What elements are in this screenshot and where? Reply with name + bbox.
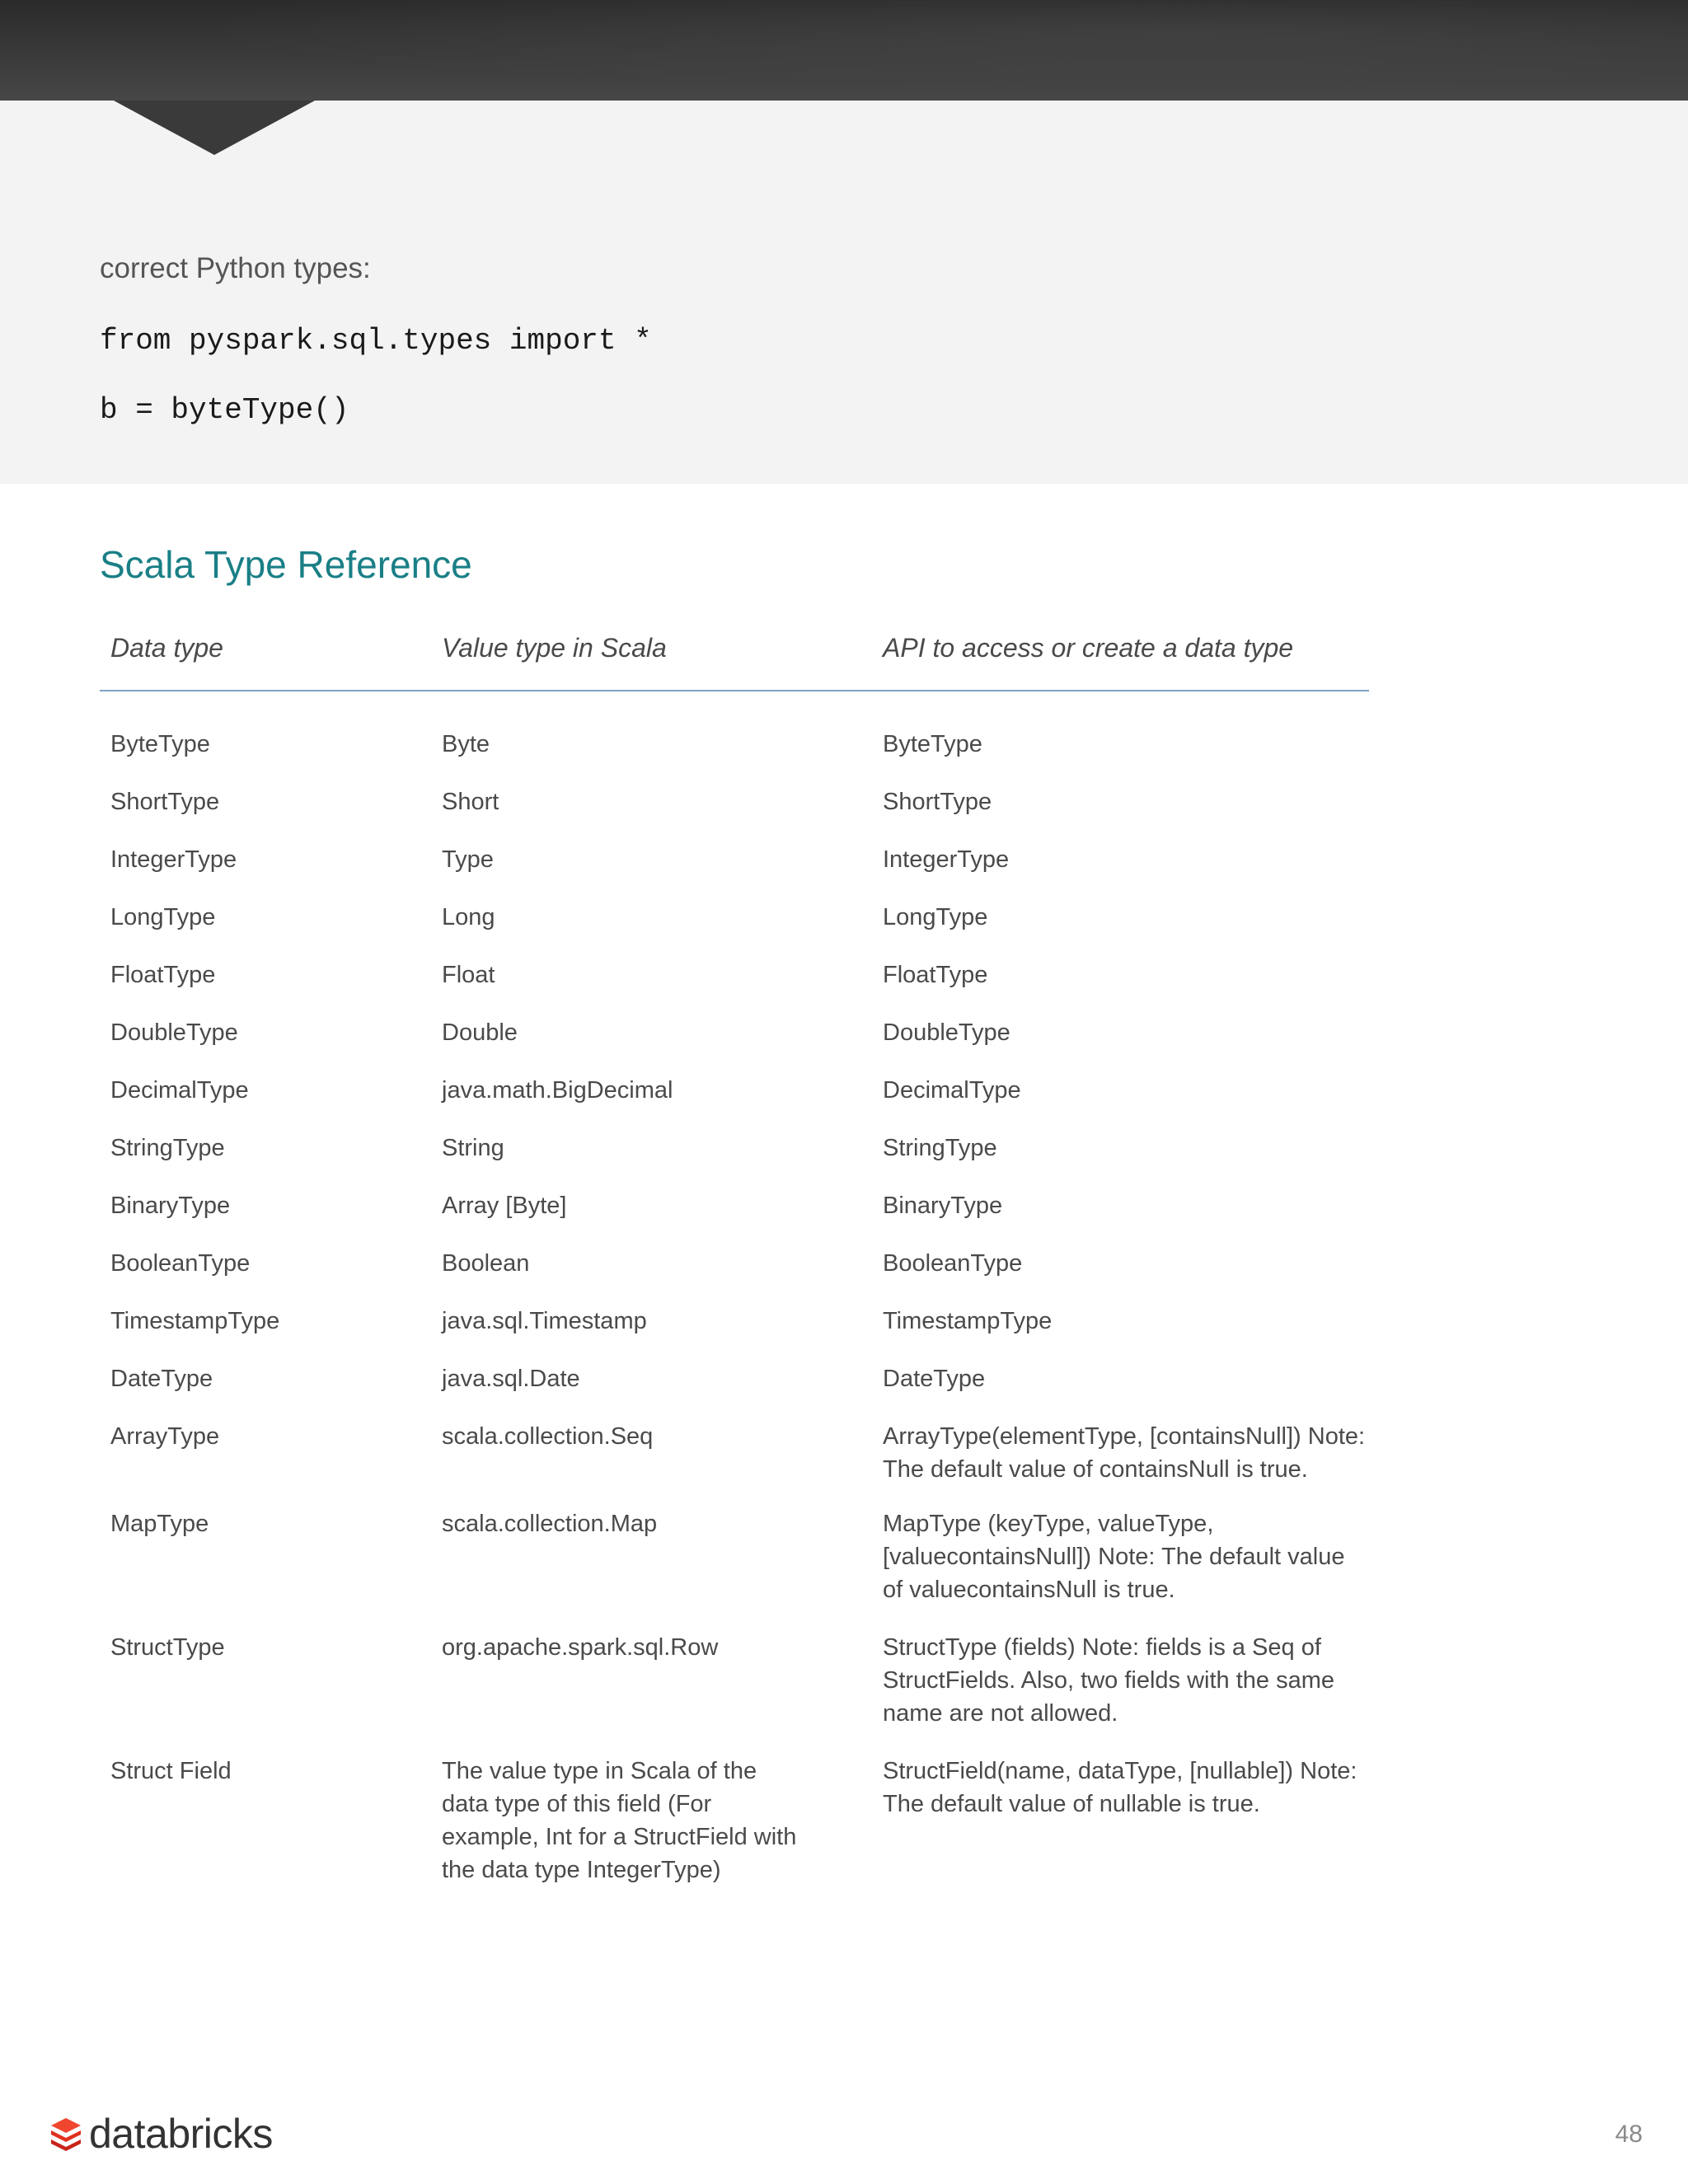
code-line-import: from pyspark.sql.types import * [100, 324, 652, 358]
cell-data-type: BinaryType [110, 1193, 231, 1219]
cell-data-type: ArrayType [110, 1423, 220, 1450]
cell-data-type: StructType [110, 1634, 225, 1661]
cell-value-type: Short [442, 789, 499, 815]
table-row [100, 1755, 1369, 1886]
cell-api: LongType [883, 904, 988, 930]
header-api: API to access or create a data type [883, 633, 1294, 663]
table-body [100, 691, 1369, 1886]
table-row [100, 1016, 1369, 1074]
cell-value-type: String [442, 1135, 504, 1161]
logo-wordmark: databricks [89, 2111, 273, 2157]
cell-api: MapType (keyType, valueType, [valuecontainsNull]) Note: The default value of valuecontainsNull is true. [883, 1511, 1345, 1603]
code-line-assign: b = byteType() [100, 393, 349, 427]
cell-api: DecimalType [883, 1077, 1021, 1104]
cell-data-type: FloatType [110, 962, 216, 988]
cell-value-type: Array [Byte] [442, 1193, 567, 1219]
cell-api: ShortType [883, 789, 992, 815]
cell-data-type: Struct Field [110, 1758, 232, 1784]
cell-api: ByteType [883, 731, 982, 757]
cell-data-type: ShortType [110, 789, 220, 815]
table-row [100, 1507, 1369, 1631]
table-row [100, 1132, 1369, 1189]
header-notch [114, 101, 315, 155]
cell-value-type: java.math.BigDecimal [442, 1077, 673, 1104]
cell-value-type: Double [442, 1019, 518, 1046]
table-row [100, 843, 1369, 901]
cell-data-type: StringType [110, 1135, 225, 1161]
table-row [100, 1247, 1369, 1305]
header-value-type: Value type in Scala [442, 633, 667, 663]
cell-data-type: ByteType [110, 731, 210, 757]
cell-api: BinaryType [883, 1193, 1003, 1219]
cell-data-type: IntegerType [110, 846, 237, 873]
cell-value-type: Boolean [442, 1250, 530, 1277]
cell-api: StructField(name, dataType, [nullable]) Note: The default value of nullable is true. [883, 1758, 1357, 1817]
cell-api: IntegerType [883, 846, 1010, 873]
page-number: 48 [1615, 2121, 1643, 2148]
cell-api: DoubleType [883, 1019, 1010, 1046]
cell-api: TimestampType [883, 1308, 1053, 1334]
table-row [100, 1305, 1369, 1362]
table-row [100, 1362, 1369, 1420]
cell-api: BooleanType [883, 1250, 1023, 1277]
cell-api: ArrayType(elementType, [containsNull]) Note: The default value of containsNull is true. [883, 1423, 1366, 1483]
cell-data-type: DateType [110, 1366, 213, 1392]
cell-api: StringType [883, 1135, 997, 1161]
cell-data-type: TimestampType [110, 1308, 280, 1334]
scala-type-table [100, 585, 1369, 1886]
table-row [100, 901, 1369, 958]
cell-value-type: Long [442, 904, 495, 930]
cell-data-type: DecimalType [110, 1077, 249, 1104]
databricks-logo [49, 2110, 273, 2158]
cell-value-type: org.apache.spark.sql.Row [442, 1634, 719, 1661]
section-title: Scala Type Reference [100, 543, 472, 586]
cell-api: FloatType [883, 962, 988, 988]
table-header [100, 585, 1369, 691]
header-band [0, 0, 1688, 101]
header-data-type: Data type [110, 633, 223, 663]
code-intro-text: correct Python types: [100, 252, 371, 284]
databricks-logo-icon [49, 2116, 82, 2151]
table-row [100, 1074, 1369, 1132]
cell-value-type: java.sql.Date [442, 1366, 580, 1392]
table-row [100, 728, 1369, 785]
cell-value-type: The value type in Scala of the data type of this field (For example, Int for a StructField with the data type IntegerType) [442, 1758, 797, 1883]
table-row [100, 1631, 1369, 1755]
table-row [100, 1420, 1369, 1507]
cell-data-type: MapType [110, 1511, 209, 1537]
cell-data-type: DoubleType [110, 1019, 238, 1046]
cell-value-type: Float [442, 962, 495, 988]
table-row [100, 1189, 1369, 1247]
table-row [100, 785, 1369, 843]
cell-data-type: LongType [110, 904, 216, 930]
cell-data-type: BooleanType [110, 1250, 251, 1277]
cell-value-type: java.sql.Timestamp [442, 1308, 647, 1334]
cell-value-type: scala.collection.Map [442, 1511, 658, 1537]
table-row [100, 958, 1369, 1016]
cell-value-type: scala.collection.Seq [442, 1423, 654, 1450]
cell-api: StructType (fields) Note: fields is a Seq of StructFields. Also, two fields with the same name are not allowed. [883, 1634, 1334, 1727]
cell-api: DateType [883, 1366, 986, 1392]
cell-value-type: Byte [442, 731, 490, 757]
cell-value-type: Type [442, 846, 494, 873]
